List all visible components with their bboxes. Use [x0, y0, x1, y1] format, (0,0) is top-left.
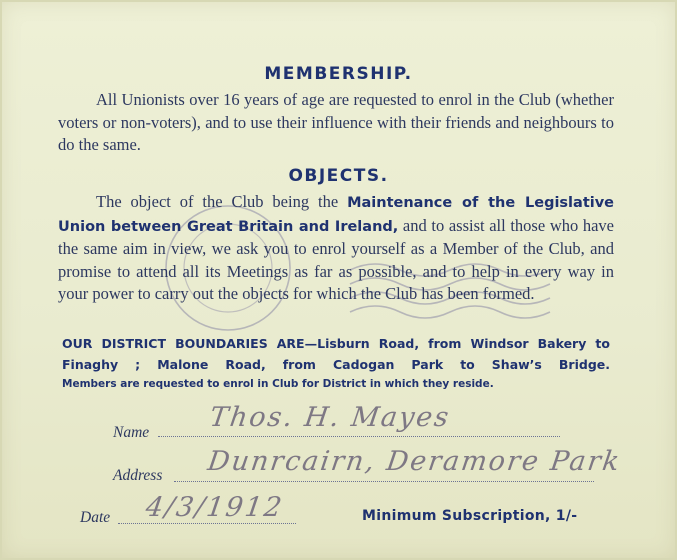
name-line [158, 436, 560, 437]
objects-paragraph [58, 191, 614, 306]
objects-heading: OBJECTS. [288, 166, 389, 186]
address-line [174, 481, 594, 482]
name-label: Name [113, 424, 150, 441]
minimum-subscription: Minimum Subscription, 1/- [362, 508, 578, 524]
address-value[interactable]: Dunrcairn, Deramore Park [205, 446, 624, 477]
enrol-note: Members are requested to enrol in Club for District in which they reside. [62, 378, 494, 390]
district-boundaries: OUR DISTRICT BOUNDARIES ARE—Lisburn Road, from Windsor Bakery to Finaghy ; Malone Road, from Cadogan Park to Shaw’s Bridge. [62, 336, 610, 372]
membership-paragraph [58, 89, 614, 157]
date-value[interactable]: 4/3/1912 [143, 492, 286, 523]
objects-text-before: The object of the Club being the [96, 192, 339, 211]
date-label: Date [80, 509, 111, 526]
membership-heading: MEMBERSHIP. [264, 64, 413, 84]
address-label: Address [113, 467, 163, 484]
membership-text: All Unionists over 16 years of age are requested to enrol in the Club (whether voters or non-voters), and to use their influence with their friends and neighbours to do the same. [58, 90, 614, 154]
objects-text-bold: Maintenance of the Legislative Union between Great Britain and Ireland, [58, 195, 615, 235]
date-line [118, 523, 296, 524]
name-value[interactable]: Thos. H. Mayes [207, 402, 453, 433]
objects-text-after: and to assist all those who have the same aim in view, we ask you to enrol yourself as a Member of the Club, and promise to attend all its Meetings as far as possible, and to help in every way in your power to carry out the objects for which the Club has been formed. [58, 215, 615, 303]
